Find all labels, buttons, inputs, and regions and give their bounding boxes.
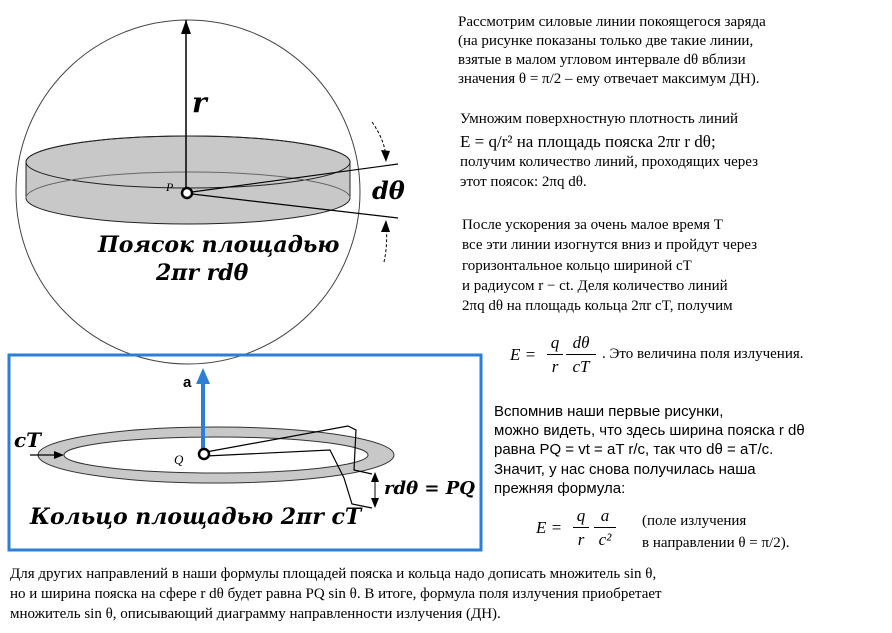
para3-line5: 2πq dθ на площадь кольца 2πr cT, получим: [462, 298, 733, 314]
formula2-num1: q: [576, 506, 586, 525]
formula1-num2: dθ: [572, 333, 590, 352]
para1-line3: взятые в малом угловом интервале dθ вблизи: [458, 52, 746, 68]
formula1-den1: r: [551, 357, 559, 376]
label-dtheta: dθ: [372, 176, 405, 205]
para4-line5: прежняя формула:: [494, 480, 626, 497]
formula1-den2: cT: [572, 357, 590, 376]
para4-line1: Вспомнив наши первые рисунки,: [494, 403, 724, 420]
formula2-bar2: [594, 527, 616, 528]
para3-line4: и радиусом r − ct. Деля количество линий: [462, 278, 728, 294]
charge-q: [199, 449, 209, 459]
para2-line1: Умножим поверхностную плотность линий: [460, 111, 739, 127]
para5-line2: но и ширина пояска на сфере r dθ будет равна PQ sin θ. В итоге, формула поля излучения приобретает: [10, 586, 662, 602]
rdtheta-arrow-bottom: [371, 498, 379, 508]
label-r: r: [192, 86, 207, 119]
formula1-note: . Это величина поля излучения.: [602, 346, 804, 362]
formula2-den2: c²: [598, 530, 612, 549]
acceleration-arrowhead: [196, 368, 210, 384]
para5-line1: Для других направлений в наши формулы площадей пояска и кольца надо дописать множитель sin θ,: [10, 566, 657, 582]
para2-line2: E = q/r² на площадь пояска 2πr r dθ;: [460, 132, 716, 151]
para4-line3: равна PQ = vt = aT r/c, так что dθ = aT/c.: [494, 441, 774, 458]
formula1-bar1: [547, 354, 563, 355]
formula1-num1: q: [550, 333, 560, 352]
para1-line2: (на рисунке показаны только две такие линии,: [458, 33, 754, 49]
para3-line1: После ускорения за очень малое время T: [462, 217, 723, 233]
formula2-den1: r: [577, 530, 585, 549]
para2-line4: этот поясок: 2πq dθ.: [460, 174, 587, 190]
label-p: P: [166, 180, 174, 194]
para3-line2: все эти линии изогнутся вниз и пройдут через: [462, 237, 757, 253]
formula2-note-line1: (поле излучения: [642, 513, 747, 529]
ring-caption: Кольцо площадью 2πr cT: [30, 504, 362, 530]
formula2-num2: a: [600, 506, 610, 525]
para2-line3: получим количество линий, проходящих через: [460, 154, 759, 170]
para3-line3: горизонтальное кольцо шириной cT: [462, 258, 692, 274]
label-ct: cT: [14, 428, 42, 452]
formula2-lhs: E =: [536, 518, 563, 537]
para1-line1: Рассмотрим силовые линии покоящегося заряда: [458, 14, 766, 30]
formula1-bar2: [566, 354, 596, 355]
rdtheta-arrow-top: [371, 472, 379, 482]
label-q: Q: [174, 452, 184, 467]
para4-line2: можно видеть, что здесь ширина пояска r dθ: [494, 422, 805, 439]
para1-line4: значения θ = π/2 – ему отвечает максимум ДН).: [458, 71, 760, 87]
band-caption-line1: Поясок площадью: [98, 232, 340, 258]
band-caption-line2: 2πr rdθ: [156, 260, 249, 286]
para4-line4: Значит, у нас снова получилась наша: [494, 461, 756, 478]
label-rdtheta: rdθ = PQ: [384, 478, 475, 499]
para5-line3: множитель sin θ, описывающий диаграмму направленности излучения (ДН).: [10, 606, 501, 622]
label-a: a: [183, 374, 192, 391]
formula2-note-line2: в направлении θ = π/2).: [642, 535, 790, 551]
formula1-lhs: E =: [510, 345, 537, 364]
formula2-bar1: [573, 527, 589, 528]
